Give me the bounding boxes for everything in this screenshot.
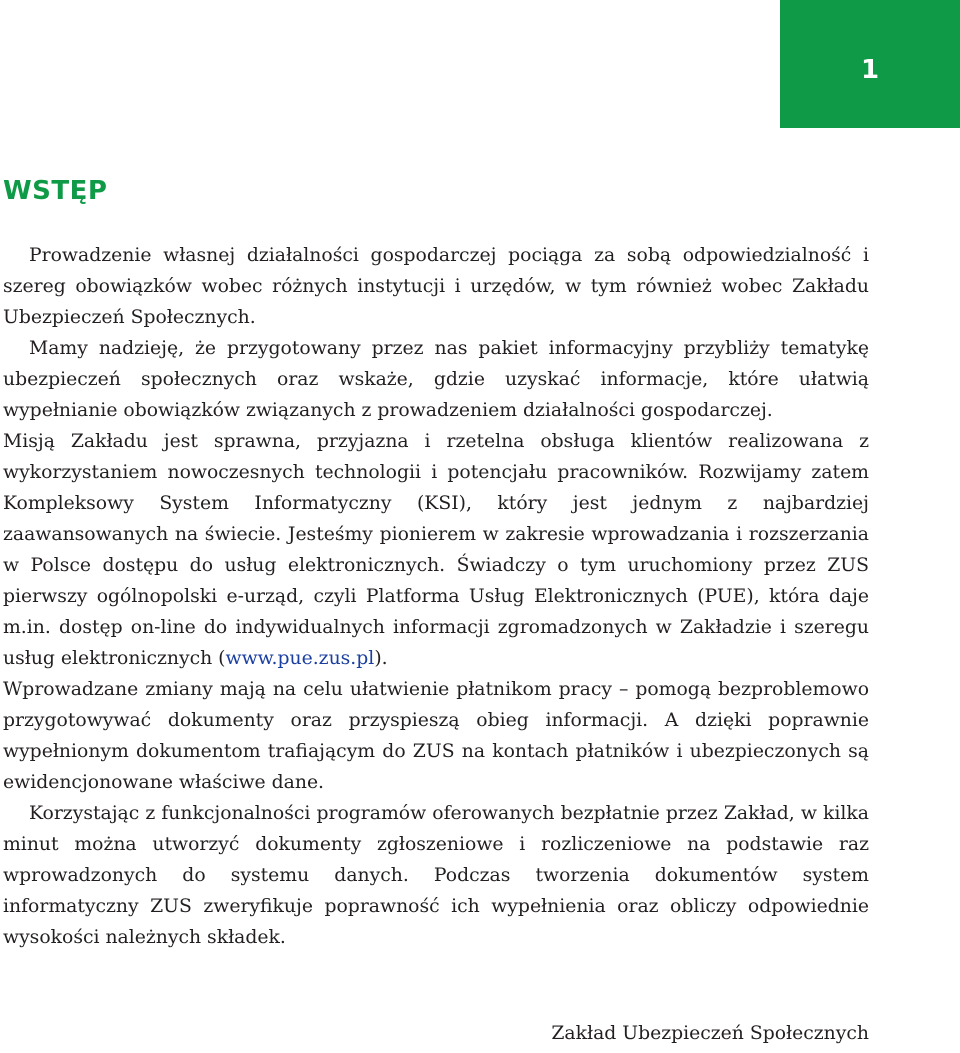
paragraph-programs: Korzystając z funkcjonalności programów oferowanych bezpłatnie przez Zakład, w kilka minut można utworzyć dokumenty zgłoszeniowe i rozliczeniowe na podstawie raz wprowadzonych do systemu danych. Podczas tworzenia dokumentów system informatyczny ZUS zweryfikuje poprawność ich wypełnienia oraz obliczy odpowiednie wysokości należnych składek. <box>3 803 869 948</box>
chapter-tab <box>780 0 960 128</box>
section-heading: WSTĘP <box>3 176 108 206</box>
paragraph-mission <box>3 426 869 674</box>
body-text <box>3 240 869 953</box>
paragraph-mission-text: Misją Zakładu jest sprawna, przyjazna i rzetelna obsługa klientów realizowana z wykorzystaniem nowoczesnych technologii i potencjału pracowników. Rozwijamy zatem Kompleksowy System Informatyczny (KSI), który jest jednym z najbardziej zaawansowanych na świecie. Jesteśmy pionierem w zakresie wprowadzania i rozszerzania w Polsce dostępu do usług elektronicznych. Świadczy o tym uruchomiony przez ZUS pierwszy ogólnopolski e-urząd, czyli Platforma Usług Elektronicznych (PUE), która daje m.in. dostęp on-line do indywidualnych informacji zgromadzonych w Zakładzie i szeregu usług elektronicznych ( <box>3 431 869 669</box>
paragraph-mission-end: ). <box>374 648 388 669</box>
signature: Zakład Ubezpieczeń Społecznych <box>551 1023 869 1044</box>
pue-link[interactable]: www.pue.zus.pl <box>225 648 375 669</box>
chapter-number: 1 <box>860 55 880 85</box>
paragraph-hope: Mamy nadzieję, że przygotowany przez nas pakiet informacyjny przybliży tematykę ubezpieczeń społecznych oraz wskaże, gdzie uzyskać informacje, które ułatwią wypełnianie obowiązków związanych z prowadzeniem działalności gospodarczej. <box>3 338 869 421</box>
paragraph-intro: Prowadzenie własnej działalności gospodarczej pociąga za sobą odpowiedzialność i szereg obowiązków wobec różnych instytucji i urzędów, w tym również wobec Zakładu Ubezpieczeń Społecznych. <box>3 245 869 328</box>
paragraph-changes: Wprowadzane zmiany mają na celu ułatwienie płatnikom pracy – pomogą bezproblemowo przygotowywać dokumenty oraz przyspieszą obieg informacji. A dzięki poprawnie wypełnionym dokumentom trafiającym do ZUS na kontach płatników i ubezpieczonych są ewidencjonowane właściwe dane. <box>3 679 869 793</box>
